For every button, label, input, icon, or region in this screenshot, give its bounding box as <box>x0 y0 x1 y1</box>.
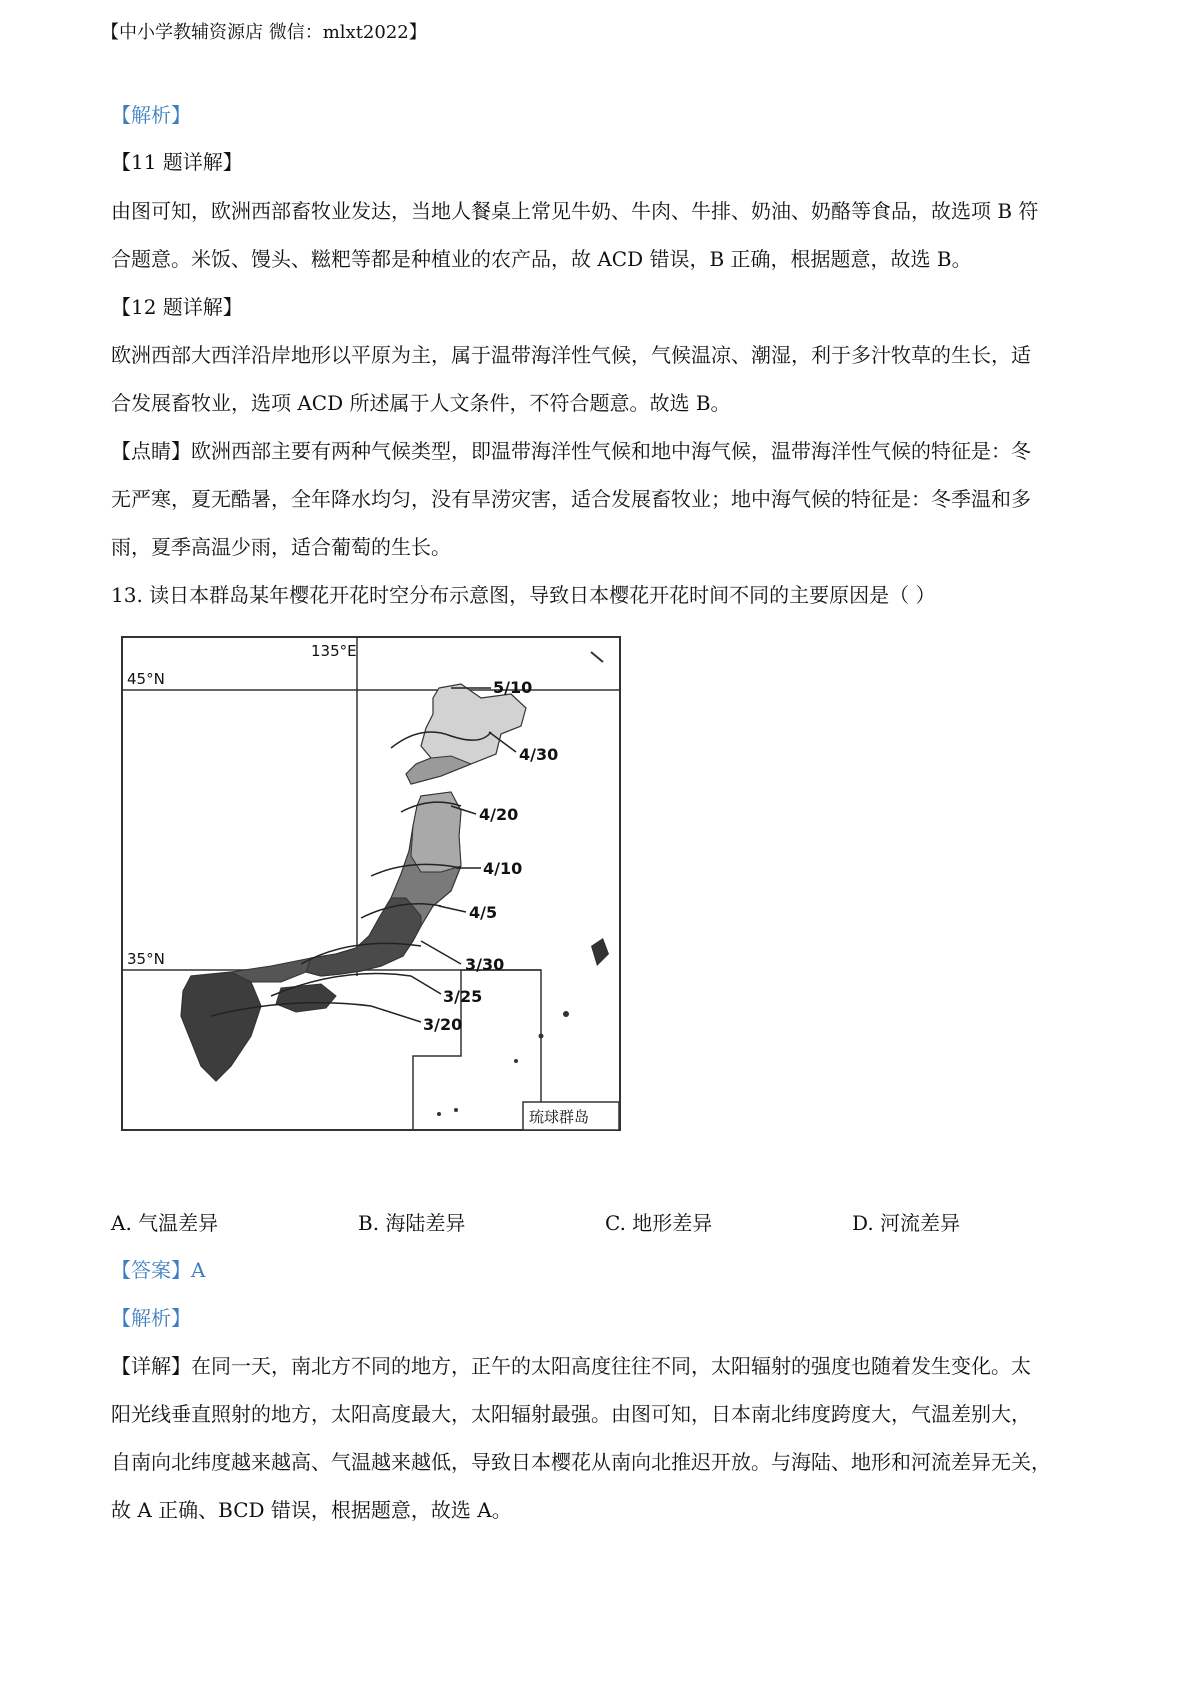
note-line-1: 【点睛】欧洲西部主要有两种气候类型，即温带海洋性气候和地中海气候，温带海洋性气候的特征是：冬 <box>111 439 1031 463</box>
detail-line-1: 【详解】在同一天，南北方不同的地方，正午的太阳高度往往不同，太阳辐射的强度也随着发生变化。太 <box>111 1354 1031 1378</box>
date-label-3-20: 3/20 <box>423 1015 463 1034</box>
date-label-3-30: 3/30 <box>465 955 505 974</box>
option-c[interactable]: C. 地形差异 <box>605 1211 713 1235</box>
detail-line-2: 阳光线垂直照射的地方，太阳高度最大，太阳辐射最强。由图可知，日本南北纬度跨度大，气温差别大， <box>111 1402 1031 1426</box>
answer-line <box>111 1258 1101 1282</box>
date-label-4-5: 4/5 <box>469 903 498 922</box>
q12-line-1: 欧洲西部大西洋沿岸地形以平原为主，属于温带海洋性气候，气候温凉、潮湿，利于多汁牧草的生长，适 <box>111 343 1031 367</box>
option-d[interactable]: D. 河流差异 <box>852 1211 961 1235</box>
q12-line-2: 合发展畜牧业，选项 ACD 所述属于人文条件，不符合题意。故选 B。 <box>111 391 731 415</box>
label-35n: 35°N <box>127 950 165 968</box>
date-label-5-10: 5/10 <box>493 678 533 697</box>
page-header: 【中小学教辅资源店 微信：mlxt2022】 <box>101 22 427 43</box>
island-dot <box>437 1112 441 1116</box>
date-label-4-30: 4/30 <box>519 745 559 764</box>
island-dot <box>563 1011 569 1017</box>
detail-line-3: 自南向北纬度越来越高、气温越来越低，导致日本樱花从南向北推迟开放。与海陆、地形和河流差异无关， <box>111 1450 1051 1474</box>
option-a[interactable]: A. 气温差异 <box>111 1211 219 1235</box>
q11-title: 【11 题详解】 <box>111 150 243 174</box>
note-line-2: 无严寒，夏无酷暑，全年降水均匀，没有旱涝灾害，适合发展畜牧业；地中海气候的特征是：冬季温和多 <box>111 487 1031 511</box>
island-dot <box>514 1059 518 1063</box>
q12-title: 【12 题详解】 <box>111 295 243 319</box>
answer-text: 【答案】A <box>111 1258 206 1282</box>
analysis-label-2: 【解析】 <box>111 1306 191 1330</box>
detail-line-4: 故 A 正确、BCD 错误，根据题意，故选 A。 <box>111 1498 512 1522</box>
sakura-bloom-map <box>121 636 621 1131</box>
date-label-4-20: 4/20 <box>479 805 519 824</box>
inset-label: 琉球群岛 <box>529 1108 590 1126</box>
option-b[interactable]: B. 海陆差异 <box>358 1211 466 1235</box>
note-line-3: 雨，夏季高温少雨，适合葡萄的生长。 <box>111 535 451 559</box>
q11-line-2: 合题意。米饭、馒头、糍粑等都是种植业的农产品，故 ACD 错误，B 正确，根据题意，故选 B。 <box>111 247 972 271</box>
question-13-stem: 13. 读日本群岛某年樱花开花时空分布示意图，导致日本樱花开花时间不同的主要原因是（ ） <box>111 583 936 607</box>
q11-line-1: 由图可知，欧洲西部畜牧业发达，当地人餐桌上常见牛奶、牛肉、牛排、奶油、奶酪等食品，故选项 B 符 <box>111 199 1039 223</box>
island-dot <box>539 1034 544 1039</box>
date-label-3-25: 3/25 <box>443 987 483 1006</box>
analysis-label: 【解析】 <box>111 103 191 127</box>
date-label-4-10: 4/10 <box>483 859 523 878</box>
label-135e: 135°E <box>311 642 357 660</box>
island-dot <box>454 1108 458 1112</box>
label-45n: 45°N <box>127 670 165 688</box>
